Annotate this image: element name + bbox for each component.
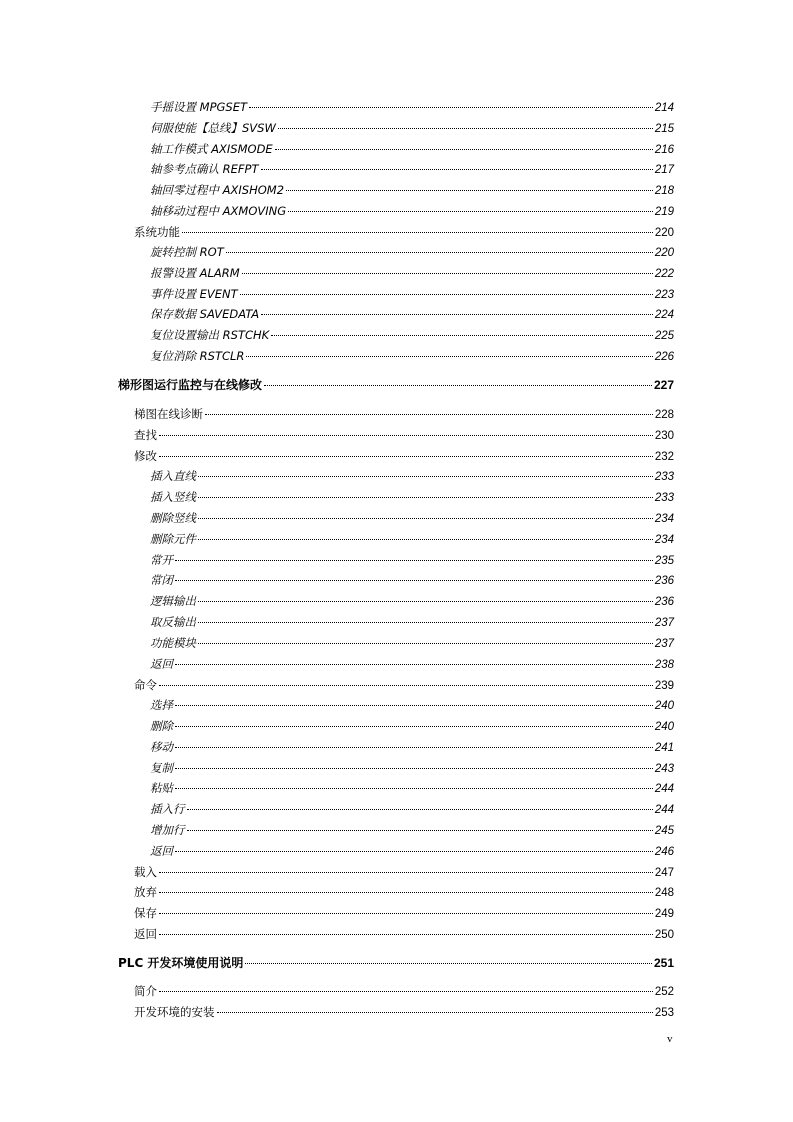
- toc-entry-page: 216: [654, 144, 674, 156]
- toc-leader-dots: [198, 497, 653, 498]
- toc-entry-page: 230: [654, 430, 674, 442]
- toc-entry-title: 手摇设置 MPGSET: [150, 100, 248, 114]
- toc-leader-dots: [159, 685, 653, 686]
- toc-leader-dots: [198, 601, 653, 602]
- toc-leader-dots: [175, 664, 653, 665]
- toc-entry-page: 246: [654, 846, 674, 858]
- toc-entry[interactable]: [150, 489, 674, 505]
- page-number: v: [667, 1033, 673, 1045]
- toc-entry[interactable]: [150, 468, 674, 484]
- toc-entry-title: 常开: [150, 553, 173, 567]
- toc-leader-dots: [175, 788, 653, 789]
- toc-leader-dots: [249, 107, 653, 108]
- toc-entry[interactable]: [150, 843, 674, 859]
- toc-leader-dots: [159, 456, 653, 457]
- toc-entry[interactable]: [150, 265, 674, 281]
- toc-leader-dots: [198, 622, 653, 623]
- toc-entry-title: 常闭: [150, 573, 173, 587]
- toc-entry-title: 删除元件: [150, 532, 196, 546]
- toc-entry-title: 返回: [134, 927, 157, 941]
- toc-entry-title: 复位设置输出 RSTCHK: [150, 328, 270, 342]
- toc-entry-page: 234: [654, 513, 674, 525]
- toc-leader-dots: [275, 149, 653, 150]
- toc-leader-dots: [288, 211, 653, 212]
- toc-entry-page: 218: [654, 185, 674, 197]
- toc-entry-page: 238: [654, 659, 674, 671]
- toc-entry-title: 开发环境的安装: [134, 1005, 215, 1019]
- toc-leader-dots: [198, 539, 653, 540]
- toc-entry-title: 取反输出: [150, 615, 196, 629]
- toc-entry[interactable]: [150, 182, 674, 198]
- toc-entry-title: 删除竖线: [150, 511, 196, 525]
- toc-entry-title: 伺服使能【总线】SVSW: [150, 121, 276, 135]
- toc-entry-page: 249: [654, 908, 674, 920]
- toc-entry[interactable]: [134, 884, 674, 900]
- toc-entry-page: 251: [653, 956, 674, 970]
- toc-entry-title: 查找: [134, 428, 157, 442]
- toc-leader-dots: [226, 252, 653, 253]
- toc-entry-title: 旋转控制 ROT: [150, 245, 224, 259]
- toc-entry-title: 增加行: [150, 823, 185, 837]
- toc-entry[interactable]: [150, 614, 674, 630]
- toc-entry[interactable]: [150, 348, 674, 364]
- toc-entry-page: 220: [654, 247, 674, 259]
- toc-leader-dots: [159, 991, 653, 992]
- toc-entry-page: 225: [654, 330, 674, 342]
- toc-entry-page: 247: [654, 867, 674, 879]
- toc-entry-page: 253: [654, 1007, 674, 1019]
- toc-entry[interactable]: [150, 510, 674, 526]
- toc-entry-title: 复位消除 RSTCLR: [150, 349, 245, 363]
- toc-leader-dots: [175, 768, 653, 769]
- toc-entry[interactable]: [150, 718, 674, 734]
- toc-leader-dots: [159, 872, 653, 873]
- toc-entry-title: 选择: [150, 698, 173, 712]
- toc-entry[interactable]: [150, 552, 674, 568]
- toc-entry-title: 命令: [134, 678, 157, 692]
- toc-entry-page: 224: [654, 309, 674, 321]
- toc-entry[interactable]: [150, 822, 674, 838]
- toc-entry-title: 插入竖线: [150, 490, 196, 504]
- toc-entry-title: 简介: [134, 984, 157, 998]
- toc-entry-page: 220: [654, 227, 674, 239]
- toc-entry[interactable]: [134, 224, 674, 240]
- toc-entry-title: 轴回零过程中 AXISHOM2: [150, 183, 285, 197]
- toc-entry-title: 轴参考点确认 REFPT: [150, 162, 259, 176]
- toc-entry-page: 236: [654, 596, 674, 608]
- toc-entry-title: 梯形图运行监控与在线修改: [118, 378, 263, 392]
- toc-entry[interactable]: [150, 780, 674, 796]
- toc-entry[interactable]: [150, 203, 674, 219]
- toc-leader-dots: [175, 747, 653, 748]
- toc-entry-title: 删除: [150, 719, 173, 733]
- toc-leader-dots: [242, 273, 653, 274]
- toc-entry-title: 插入行: [150, 802, 185, 816]
- toc-entry-page: 240: [654, 721, 674, 733]
- toc-entry-page: 248: [654, 887, 674, 899]
- toc-entry-page: 214: [654, 102, 674, 114]
- toc-entry[interactable]: [134, 905, 674, 921]
- toc-entry-title: 轴工作模式 AXISMODE: [150, 142, 273, 156]
- toc-leader-dots: [159, 913, 653, 914]
- toc-entry[interactable]: [150, 327, 674, 343]
- toc-leader-dots: [264, 385, 652, 386]
- toc-entry-page: 243: [654, 763, 674, 775]
- toc-entry-title: 逻辑输出: [150, 594, 196, 608]
- toc-entry[interactable]: [150, 656, 674, 672]
- toc-entry[interactable]: [118, 955, 674, 971]
- toc-leader-dots: [246, 356, 652, 357]
- toc-leader-dots: [159, 435, 653, 436]
- toc-entry[interactable]: [150, 286, 674, 302]
- toc-entry-page: 217: [654, 164, 674, 176]
- toc-entry[interactable]: [150, 161, 674, 177]
- toc-entry-page: 222: [654, 268, 674, 280]
- toc-entry-title: 报警设置 ALARM: [150, 266, 240, 280]
- toc-leader-dots: [217, 1012, 653, 1013]
- toc-entry-page: 245: [654, 825, 674, 837]
- toc-entry[interactable]: [150, 99, 674, 115]
- toc-entry[interactable]: [134, 926, 674, 942]
- toc-entry-title: 返回: [150, 844, 173, 858]
- toc-leader-dots: [278, 128, 653, 129]
- toc-entry-title: 功能模块: [150, 636, 196, 650]
- toc-entry[interactable]: [118, 377, 674, 393]
- toc-entry[interactable]: [150, 141, 674, 157]
- toc-entry-title: 插入直线: [150, 469, 196, 483]
- toc-entry[interactable]: [150, 635, 674, 651]
- toc-entry-title: 复制: [150, 761, 173, 775]
- toc-entry[interactable]: [134, 427, 674, 443]
- toc-entry-page: 244: [654, 804, 674, 816]
- toc-entry-page: 237: [654, 638, 674, 650]
- toc-entry-page: 250: [654, 929, 674, 941]
- toc-entry[interactable]: [150, 531, 674, 547]
- toc-leader-dots: [240, 294, 653, 295]
- toc-leader-dots: [182, 232, 653, 233]
- toc-leader-dots: [198, 518, 653, 519]
- toc-entry-page: 226: [654, 351, 674, 363]
- toc-leader-dots: [175, 705, 653, 706]
- toc-leader-dots: [175, 851, 653, 852]
- toc-entry[interactable]: [150, 244, 674, 260]
- toc-entry-title: 轴移动过程中 AXMOVING: [150, 204, 287, 218]
- toc-entry[interactable]: [134, 448, 674, 464]
- toc-leader-dots: [198, 476, 653, 477]
- toc-entry-page: 239: [654, 680, 674, 692]
- toc-leader-dots: [175, 560, 653, 561]
- toc-entry[interactable]: [150, 801, 674, 817]
- toc-leader-dots: [205, 414, 653, 415]
- toc-entry[interactable]: [150, 697, 674, 713]
- toc-entry-page: 233: [654, 492, 674, 504]
- toc-leader-dots: [159, 934, 653, 935]
- toc-entry[interactable]: [150, 572, 674, 588]
- toc-entry-page: 228: [654, 409, 674, 421]
- toc-entry-page: 233: [654, 471, 674, 483]
- toc-entry-page: 234: [654, 534, 674, 546]
- toc-entry-title: 梯图在线诊断: [134, 407, 203, 421]
- toc-entry-page: 232: [654, 451, 674, 463]
- toc-entry[interactable]: [134, 983, 674, 999]
- toc-entry-page: 237: [654, 617, 674, 629]
- toc-leader-dots: [261, 169, 653, 170]
- toc-entry[interactable]: [134, 1004, 674, 1020]
- toc-entry-page: 219: [654, 206, 674, 218]
- toc-entry[interactable]: [134, 406, 674, 422]
- toc-leader-dots: [198, 643, 653, 644]
- toc-leader-dots: [175, 580, 653, 581]
- toc-entry-page: 241: [654, 742, 674, 754]
- toc-leader-dots: [187, 830, 653, 831]
- toc-entry-page: 236: [654, 575, 674, 587]
- toc-entry[interactable]: [150, 306, 674, 322]
- toc-entry-page: 235: [654, 555, 674, 567]
- toc-entry-title: 载入: [134, 865, 157, 879]
- toc-entry-title: 事件设置 EVENT: [150, 287, 238, 301]
- toc-entry[interactable]: [150, 739, 674, 755]
- toc-leader-dots: [261, 314, 653, 315]
- toc-leader-dots: [286, 190, 653, 191]
- toc-leader-dots: [271, 335, 653, 336]
- toc-leader-dots: [187, 809, 653, 810]
- toc-entry-title: 系统功能: [134, 225, 180, 239]
- toc-entry[interactable]: [150, 760, 674, 776]
- toc-entry-title: 返回: [150, 657, 173, 671]
- toc-entry[interactable]: [150, 120, 674, 136]
- toc-entry-page: 223: [654, 289, 674, 301]
- toc-entry-page: 252: [654, 986, 674, 998]
- toc-entry[interactable]: [134, 677, 674, 693]
- toc-entry-page: 244: [654, 783, 674, 795]
- toc-entry-page: 240: [654, 700, 674, 712]
- toc-leader-dots: [175, 726, 653, 727]
- toc-entry-title: 粘贴: [150, 781, 173, 795]
- toc-leader-dots: [159, 892, 653, 893]
- toc-entry-title: PLC 开发环境使用说明: [118, 956, 244, 970]
- toc-entry-page: 215: [654, 123, 674, 135]
- toc-entry-title: 移动: [150, 740, 173, 754]
- toc-entry-title: 放弃: [134, 885, 157, 899]
- toc-entry-title: 修改: [134, 449, 157, 463]
- toc-entry-page: 227: [653, 378, 674, 392]
- toc-leader-dots: [245, 963, 652, 964]
- toc-entry-title: 保存: [134, 906, 157, 920]
- toc-entry[interactable]: [150, 593, 674, 609]
- toc-entry-title: 保存数据 SAVEDATA: [150, 307, 260, 321]
- toc-entry[interactable]: [134, 864, 674, 880]
